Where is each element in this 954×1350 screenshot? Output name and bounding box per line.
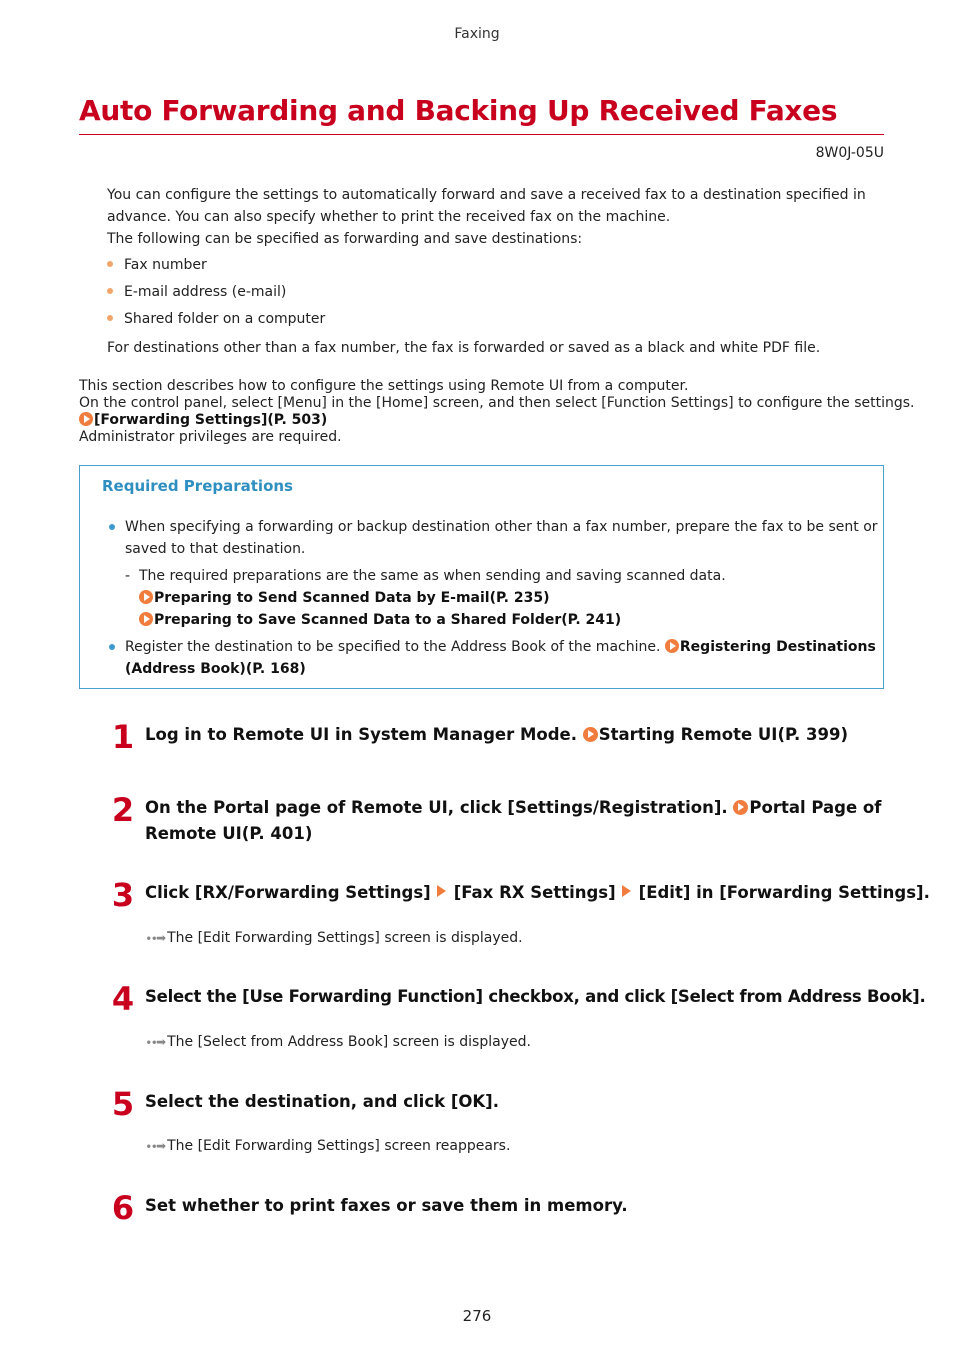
registering-destinations-link-cont[interactable]: (Address Book)(P. 168) [125,661,306,677]
list-item: Shared folder on a computer [107,311,325,327]
result-arrow-icon: ∙∙➡ [145,931,165,945]
intro-line-3: The following can be specified as forwarding and save destinations: [107,231,583,247]
link-arrow-icon [665,639,679,653]
step-number: 4 [111,980,135,1018]
save-scanned-folder-link[interactable]: Preparing to Save Scanned Data to a Shared Folder(P. 241) [139,609,869,631]
prep-sub-dash: - [125,568,131,584]
bullet-icon [107,315,113,321]
step-number: 1 [111,718,135,756]
step-number: 2 [111,791,135,829]
bullet-icon [109,644,115,650]
section-line-2: On the control panel, select [Menu] in the [Home] screen, and then select [Function Settings] to configure the settings. [79,395,915,411]
bullet-icon [109,524,115,530]
title-divider [79,134,884,135]
step-4-text: Select the [Use Forwarding Function] checkbox, and click [Select from Address Book]. [145,987,926,1006]
step-number: 6 [111,1189,135,1227]
prep-item-1: When specifying a forwarding or backup destination other than a fax number, prepare the fax to be sent or saved to that destination. [125,519,878,557]
step-5-result: ∙∙➡ The [Edit Forwarding Settings] screen reappears. [145,1138,511,1154]
registering-destinations-link[interactable]: Registering Destinations [665,639,876,655]
link-arrow-icon [139,590,153,604]
section-line-3: Administrator privileges are required. [79,429,342,445]
list-item: E-mail address (e-mail) [107,284,286,300]
link-arrow-icon [733,800,748,815]
section-line-1: This section describes how to configure the settings using Remote UI from a computer. [79,378,689,394]
link-arrow-icon [139,612,153,626]
result-arrow-icon: ∙∙➡ [145,1139,165,1153]
page-title: Auto Forwarding and Backing Up Received Faxes [79,94,838,127]
page-number: 276 [462,1307,492,1325]
step-1-text: Log in to Remote UI in System Manager Mode. Starting Remote UI(P. 399) [145,725,849,744]
prep-item-2: Register the destination to be specified to the Address Book of the machine. Registering Destinations (Address Book)(P. 168) [125,636,875,680]
step-4-result: ∙∙➡ The [Select from Address Book] screen is displayed. [145,1034,531,1050]
portal-page-link-cont[interactable]: Remote UI(P. 401) [145,824,313,843]
send-scanned-email-link[interactable]: Preparing to Send Scanned Data by E-mail(P. 235) [139,587,869,609]
intro-line-2: advance. You can also specify whether to print the received fax on the machine. [107,209,671,225]
required-preparations-title: Required Preparations [102,477,293,495]
intro-paragraph [107,184,867,250]
starting-remote-ui-link[interactable]: Starting Remote UI(P. 399) [583,725,848,744]
portal-page-link[interactable]: Portal Page of [733,798,881,817]
pdf-note: For destinations other than a fax number, the fax is forwarded or saved as a black and white PDF file. [107,340,821,356]
step-3-result: ∙∙➡ The [Edit Forwarding Settings] screen is displayed. [145,930,523,946]
running-header: Faxing [454,26,500,42]
intro-line-1: You can configure the settings to automatically forward and save a received fax to a destination specified in [107,187,866,203]
step-number: 5 [111,1085,135,1123]
step-2-text: On the Portal page of Remote UI, click [Settings/Registration]. Portal Page of Remote UI(P. 401) [145,795,865,847]
link-arrow-icon [79,412,93,426]
menu-arrow-icon [622,885,631,897]
link-arrow-icon [583,727,598,742]
step-6-text: Set whether to print faxes or save them in memory. [145,1196,628,1215]
step-3-text: Click [RX/Forwarding Settings] [Fax RX Settings] [Edit] in [Forwarding Settings]. [145,883,930,902]
forwarding-settings-link[interactable]: [Forwarding Settings](P. 503) [79,412,899,429]
bullet-icon [107,261,113,267]
section-description [79,378,915,446]
menu-arrow-icon [437,885,446,897]
document-id: 8W0J-05U [815,145,884,161]
step-5-text: Select the destination, and click [OK]. [145,1092,499,1111]
prep-sub-item: The required preparations are the same as when sending and saving scanned data. Preparing to Send Scanned Data by E-mail(P. 235) Preparing to Save Scanned Data to a Shared Folder(P. 241) [139,565,869,631]
list-item: Fax number [107,257,207,273]
result-arrow-icon: ∙∙➡ [145,1035,165,1049]
step-number: 3 [111,876,135,914]
bullet-icon [107,288,113,294]
